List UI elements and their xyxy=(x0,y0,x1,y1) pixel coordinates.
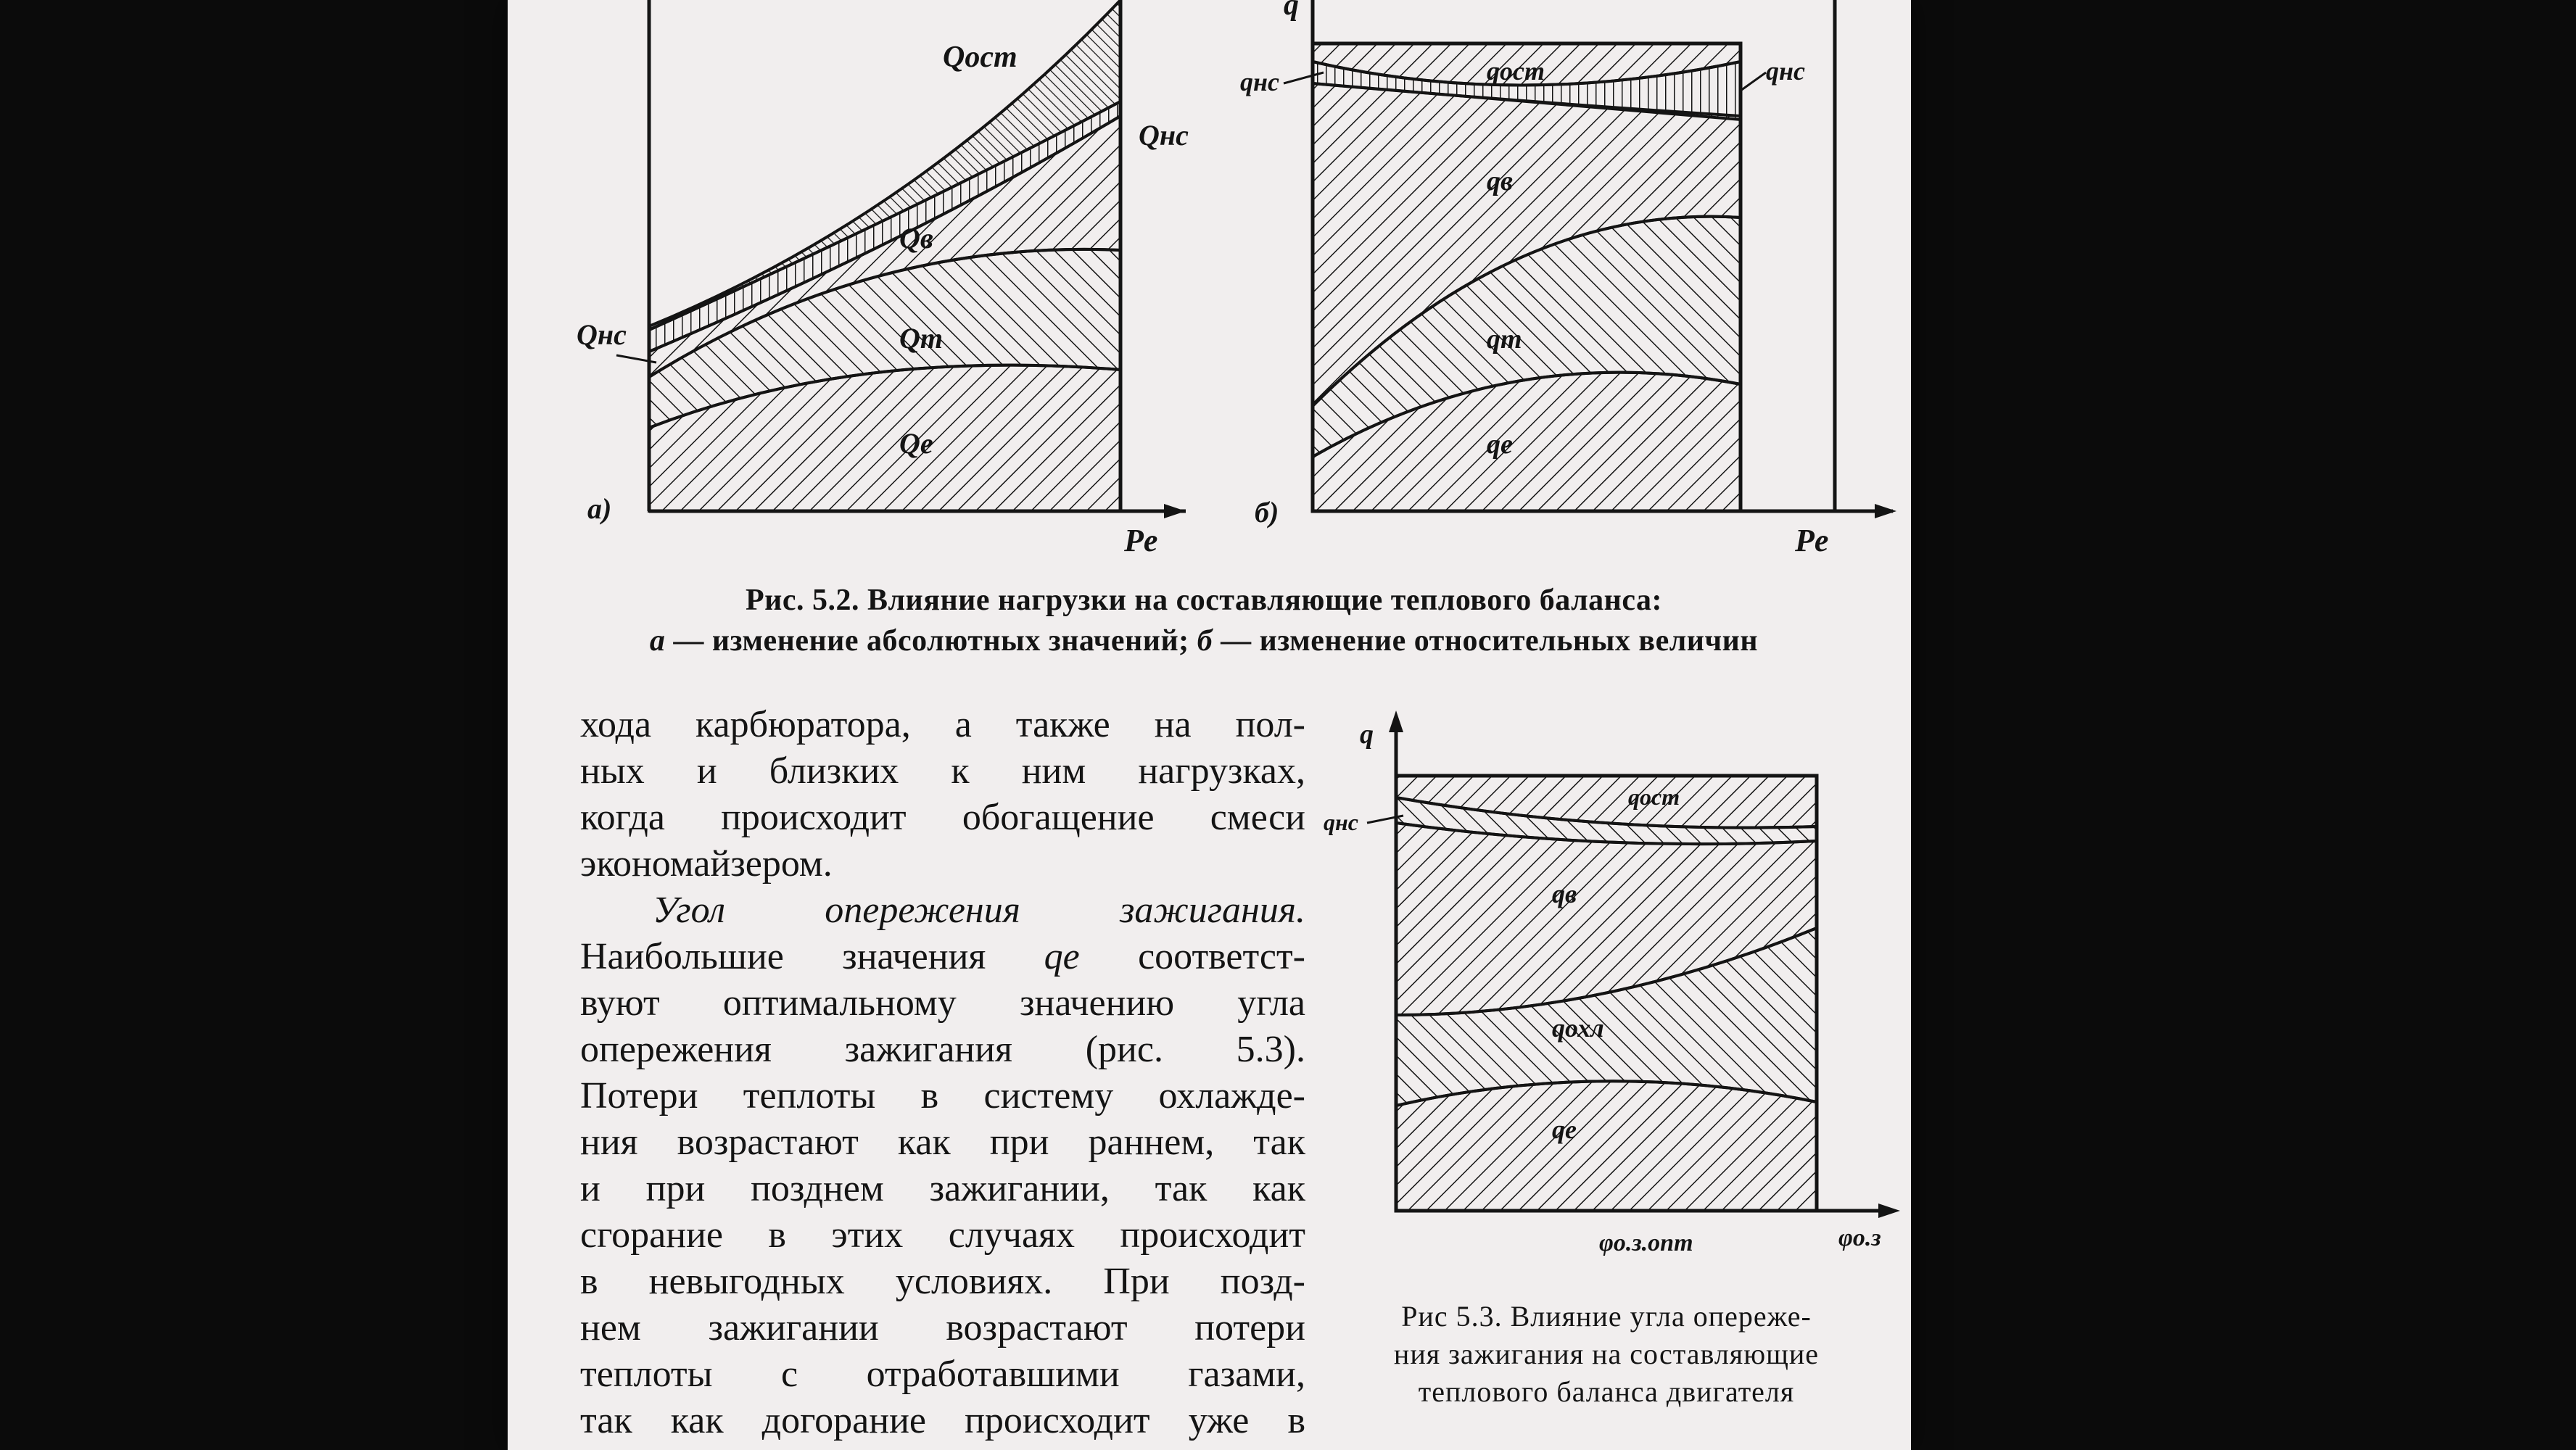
caption-5-3-line-1: Рис 5.3. Влияние угла опереже- xyxy=(1401,1300,1812,1333)
label-q-nc-left-b: qнс xyxy=(1240,67,1279,96)
caption-5-3-line-3: теплового баланса двигателя xyxy=(1418,1375,1795,1408)
figure-5-3-chart xyxy=(1313,696,1907,1262)
caption-a-text: — изменение абсолютных значений; xyxy=(665,624,1197,658)
label-q-t-b: qт xyxy=(1487,324,1522,355)
book-page xyxy=(508,0,1911,1450)
text-line: сгорание в этих случаях происходит xyxy=(580,1214,1305,1256)
y-axis-label-b: q xyxy=(1284,0,1299,22)
text-line: опережения зажигания (рис. 5.3). xyxy=(580,1029,1305,1070)
label-q-ost-5-3: qост xyxy=(1628,784,1680,810)
x-opt-label-5-3: φо.з.опт xyxy=(1599,1230,1693,1256)
q-e-symbol: qе xyxy=(1044,936,1080,977)
x-axis-label-a: Pe xyxy=(1124,523,1158,558)
text-line: ных и близких к ним нагрузках, xyxy=(580,750,1305,792)
text-line: так как догорание происходит уже в xyxy=(580,1400,1305,1441)
text-line: нем зажигании возрастают потери xyxy=(580,1307,1305,1348)
section-heading: Угол опережения зажигания. xyxy=(653,890,1305,931)
label-q-nc-left: Qнс xyxy=(577,318,627,351)
y-axis-label-5-3: q xyxy=(1360,719,1374,750)
figure-5-3-caption xyxy=(1316,1298,1896,1411)
x-axis-label-5-3: φо.з xyxy=(1838,1225,1881,1251)
text-line: хода карбюратора, а также на пол- xyxy=(580,704,1305,745)
text-fragment: Наибольшие значения xyxy=(580,936,1044,977)
text-line: вуют оптимальному значению угла xyxy=(580,982,1305,1024)
text-line: в невыгодных условиях. При позд- xyxy=(580,1261,1305,1302)
text-line: ния возрастают как при раннем, так xyxy=(580,1122,1305,1163)
figure-a-chart xyxy=(508,0,1204,566)
caption-5-2-line-1: Рис. 5.2. Влияние нагрузки на составляющие теплового баланса: xyxy=(745,584,1662,617)
text-line: когда происходит обогащение смеси xyxy=(580,797,1305,838)
caption-5-2-line-2 xyxy=(551,621,1857,661)
label-q-v-5-3: qв xyxy=(1552,879,1577,908)
panel-label-a: а) xyxy=(587,492,612,525)
label-q-ost-b: qост xyxy=(1487,57,1545,86)
label-q-nc-right: Qнс xyxy=(1139,119,1189,152)
text-line: экономайзером. xyxy=(580,843,833,884)
label-q-t: Qт xyxy=(899,322,943,355)
text-line: Потери теплоты в систему охлажде- xyxy=(580,1075,1305,1116)
body-text xyxy=(580,702,1305,1444)
figure-b-chart xyxy=(1204,0,1900,566)
caption-b-letter: б xyxy=(1197,624,1213,658)
label-q-e-5-3: qе xyxy=(1552,1115,1577,1144)
figure-5-2-caption xyxy=(551,580,1857,661)
caption-a-letter: а xyxy=(649,624,666,658)
label-q-ost: Qост xyxy=(943,41,1017,74)
label-q-nc-5-3: qнс xyxy=(1324,809,1358,835)
panel-label-b: б) xyxy=(1255,496,1279,529)
label-q-e: Qе xyxy=(899,427,933,460)
caption-5-3-line-2: ния зажигания на составляющие xyxy=(1393,1338,1820,1370)
x-axis-label-b: Pe xyxy=(1795,523,1829,558)
text-fragment: соответст- xyxy=(1079,936,1305,977)
text-line: теплоты с отработавшими газами, xyxy=(580,1354,1305,1395)
label-q-e-b: qе xyxy=(1487,429,1513,460)
text-line xyxy=(580,934,1305,980)
text-line: и при позднем зажигании, так как xyxy=(580,1168,1305,1209)
label-q-o-5-3: qохл xyxy=(1552,1014,1604,1043)
caption-b-text: — изменение относительных величин xyxy=(1213,624,1759,658)
label-q-nc-right-b: qнс xyxy=(1766,57,1805,86)
label-q-v-b: qв xyxy=(1487,166,1513,196)
label-q-v: Qв xyxy=(899,222,933,254)
